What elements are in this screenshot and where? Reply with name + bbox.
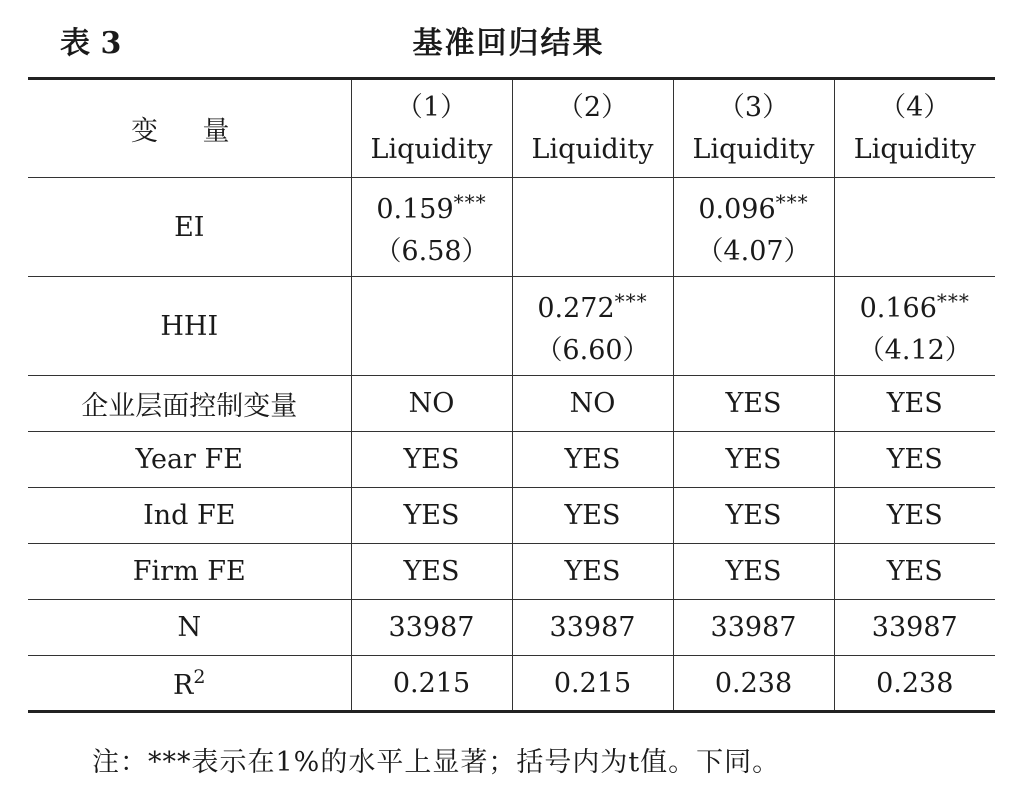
dependent-variable: Liquidity: [692, 133, 815, 165]
coefficient: 0.166: [859, 293, 937, 324]
coefficient: 0.272: [537, 293, 615, 324]
column-number: （4）: [879, 91, 951, 123]
coefficient-cell: [834, 178, 995, 277]
t-value: （4.12）: [857, 335, 972, 366]
coefficient: 0.159: [376, 194, 454, 225]
regression-table: [28, 77, 995, 713]
column-number: （3）: [717, 91, 790, 123]
row-label: EI: [28, 178, 351, 277]
coefficient-cell: [351, 277, 512, 376]
t-value: （6.58）: [374, 236, 489, 267]
column-header-1: [351, 79, 512, 178]
table-cell: YES: [351, 544, 512, 600]
table-row-ei: [28, 178, 995, 277]
table-row-hhi: [28, 277, 995, 376]
dependent-variable: Liquidity: [853, 133, 976, 165]
column-header-3: [673, 79, 834, 178]
table-title: 基准回归结果: [412, 26, 605, 61]
table-cell: YES: [673, 432, 834, 488]
significance-stars: ***: [453, 190, 487, 214]
column-header-2: [512, 79, 673, 178]
coefficient-cell: [834, 277, 995, 376]
table-cell: YES: [351, 488, 512, 544]
table-row-n: [28, 600, 995, 656]
significance-stars: ***: [614, 289, 648, 313]
table-cell: 0.215: [351, 656, 512, 712]
table-cell: 33987: [512, 600, 673, 656]
row-label: N: [28, 600, 351, 656]
dependent-variable: Liquidity: [531, 133, 654, 165]
table-cell: YES: [834, 544, 995, 600]
variable-header: 变 量: [130, 116, 248, 147]
row-label: Ind FE: [28, 488, 351, 544]
table-row-firm-fe: [28, 544, 995, 600]
table-cell: YES: [512, 544, 673, 600]
coefficient-cell: [512, 178, 673, 277]
table-number: 表 3: [60, 26, 122, 61]
row-label: Year FE: [28, 432, 351, 488]
r-label: R: [173, 669, 194, 701]
table-cell: 33987: [834, 600, 995, 656]
table-cell: YES: [834, 432, 995, 488]
table-cell: YES: [673, 376, 834, 432]
table-note: 注：***表示在1%的水平上显著；括号内为t值。下同。: [92, 747, 781, 778]
significance-stars: ***: [775, 190, 809, 214]
t-value: （4.07）: [696, 236, 811, 267]
table-cell: YES: [673, 488, 834, 544]
table-caption: [0, 12, 1017, 62]
coefficient-cell: [512, 277, 673, 376]
table-cell: NO: [351, 376, 512, 432]
t-value: （6.60）: [535, 335, 650, 366]
table-cell: YES: [673, 544, 834, 600]
significance-stars: ***: [936, 289, 970, 313]
coefficient-cell: [673, 178, 834, 277]
row-label: 企业层面控制变量: [28, 376, 351, 432]
table-cell: 0.238: [673, 656, 834, 712]
table-row-year-fe: [28, 432, 995, 488]
table-cell: 0.238: [834, 656, 995, 712]
table-cell: YES: [834, 376, 995, 432]
dependent-variable: Liquidity: [370, 133, 493, 165]
superscript: 2: [193, 665, 206, 688]
column-header-4: [834, 79, 995, 178]
table-cell: YES: [834, 488, 995, 544]
table-cell: YES: [512, 432, 673, 488]
column-number: （2）: [556, 91, 629, 123]
table-row-r-squared: [28, 656, 995, 712]
column-number: （1）: [395, 91, 468, 123]
table-cell: NO: [512, 376, 673, 432]
row-label: HHI: [28, 277, 351, 376]
table-cell: 33987: [351, 600, 512, 656]
header-row: [28, 79, 995, 178]
table-row-ind-fe: [28, 488, 995, 544]
table-cell: 33987: [673, 600, 834, 656]
coefficient-cell: [351, 178, 512, 277]
table-cell: YES: [512, 488, 673, 544]
coefficient: 0.096: [698, 194, 776, 225]
row-label: Firm FE: [28, 544, 351, 600]
table-cell: YES: [351, 432, 512, 488]
table-row-firm-controls: [28, 376, 995, 432]
table-cell: 0.215: [512, 656, 673, 712]
coefficient-cell: [673, 277, 834, 376]
row-label: [28, 656, 351, 712]
